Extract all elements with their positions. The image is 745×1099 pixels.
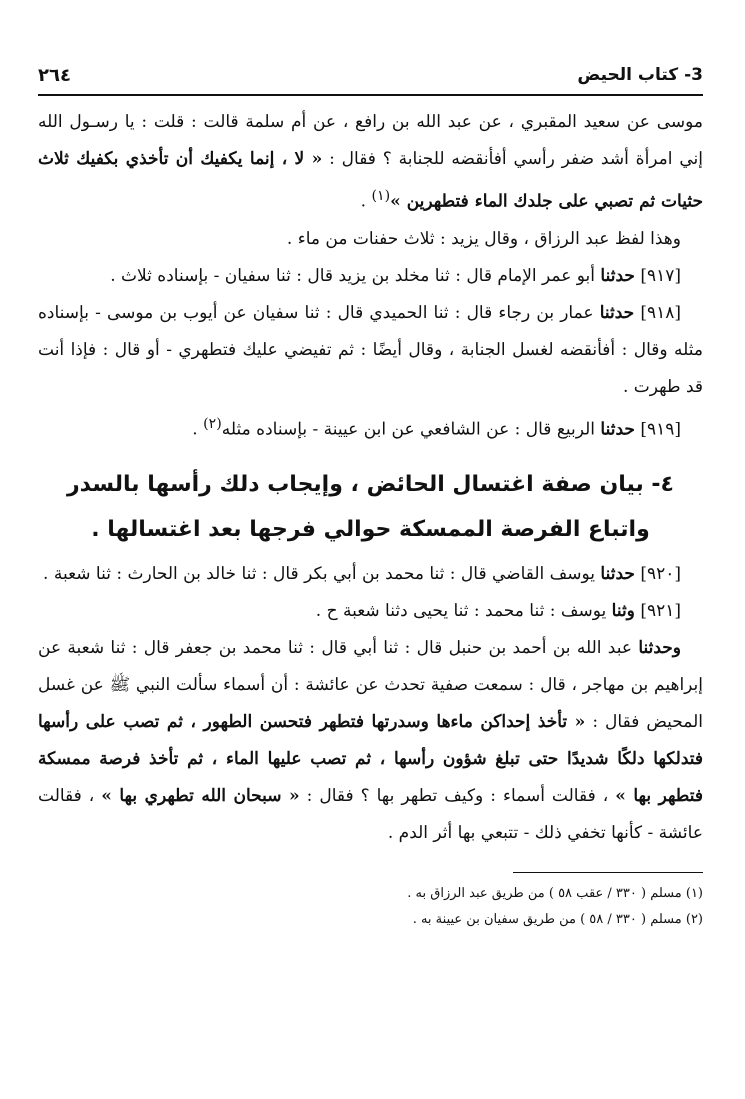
- text: عمار بن رجاء قال : ثنا الحميدي قال : ثنا سفيان عن أيوب بن موسى - بإسناده مثله وقال : أفأنقضه لغسل الجنابة ، وقال أيضًا : ثم تفيضي عليك فتطهري - أو قال : فإذا أنت قد طهرت .: [38, 302, 703, 397]
- text: عبد الله بن أحمد بن حنبل قال : ثنا أبي قال : ثنا محمد بن جعفر قال : ثنا شعبة عن إبراهيم بن مهاجر ، قال : سمعت صفية تحدث عن عائشة : أن أسماء سألت النبي ﷺ عن غسل المحيض فقال :: [38, 638, 703, 733]
- text: أبو عمر الإمام قال : ثنا مخلد بن يزيد قال : ثنا سفيان - بإسناده ثلاث .: [110, 265, 601, 286]
- hadith-920: [38, 556, 703, 593]
- hadith-918: [38, 295, 703, 406]
- text: ، فقالت عائشة - كأنها تخفي ذلك - تتبعي بها أثر الدم .: [38, 786, 703, 844]
- section-heading: [38, 462, 703, 552]
- text: الربيع قال : عن الشافعي عن ابن عيينة - بإسناده مثله: [221, 419, 601, 440]
- text: يوسف القاضي قال : ثنا محمد بن أبي بكر قال : ثنا خالد بن الحارث : ثنا شعبة .: [43, 564, 601, 585]
- running-header: [38, 58, 703, 92]
- heading-line-2: واتباع الفرصة الممسكة حوالي فرجها بعد اغتسالها .: [91, 517, 650, 543]
- narration-lead: حدثنا: [600, 419, 635, 440]
- footnote-ref: (٢): [203, 415, 222, 432]
- narration-lead: حدثنا: [600, 265, 635, 286]
- page-number: ٢٦٤: [38, 64, 71, 86]
- text: .: [192, 419, 204, 440]
- hadith-919: [38, 406, 703, 449]
- narration-lead: وحدثنا: [638, 638, 681, 659]
- header-rule: [38, 94, 703, 96]
- narration-lead: حدثنا: [600, 564, 635, 585]
- footnote-ref: (١): [371, 188, 391, 204]
- hadith-number: [٩٢٠]: [640, 564, 681, 585]
- hadith-quote: « سبحان الله تطهري بها »: [101, 786, 300, 807]
- heading-line-1: ٤- بيان صفة اغتسال الحائض ، وإيجاب دلك رأسها بالسدر: [67, 472, 674, 498]
- text: ، فقالت أسماء : وكيف تطهر بها ؟ فقال :: [299, 786, 616, 807]
- text: يوسف : ثنا محمد : ثنا يحيى دثنا شعبة ح .: [315, 601, 612, 622]
- hadith-917: [38, 258, 703, 295]
- hadith-quote: « لا ، إنما يكفيك أن تأخذي بكفيك ثلاث حثيات ثم تصبي على جلدك الماء فتطهرين »: [38, 149, 703, 212]
- paragraph-note: وهذا لفظ عبد الرزاق ، وقال يزيد : ثلاث حفنات من ماء .: [286, 228, 681, 249]
- footnote-2: (٢) مسلم ( ٣٣٠ / ٥٨ ) من طريق سفيان بن عيينة به .: [412, 912, 703, 928]
- hadith-number: [٩١٨]: [640, 302, 681, 323]
- text: موسى عن سعيد المقبري ، عن عبد الله بن رافع ، عن أم سلمة قالت : قلت : يا رسـول الله إني امرأة أشد ضفر رأسي أفأنقضه للجنابة ؟ فقال :: [38, 112, 703, 169]
- hadith-chain: [38, 630, 703, 852]
- text: .: [360, 191, 372, 212]
- paragraph-continuation: [38, 104, 703, 221]
- footnote-1: (١) مسلم ( ٣٣٠ / عقب ٥٨ ) من طريق عبد الرزاق به .: [407, 886, 703, 902]
- book-page: [38, 58, 703, 933]
- footnote-divider: [513, 872, 703, 873]
- chapter-title: 3- كتاب الحيض: [577, 65, 703, 85]
- narration-lead: وثنا: [611, 601, 635, 622]
- hadith-number: [٩١٧]: [640, 265, 681, 286]
- narration-lead: حدثنا: [599, 302, 635, 323]
- hadith-number: [٩٢١]: [640, 601, 681, 622]
- hadith-number: [٩١٩]: [640, 419, 681, 440]
- hadith-921: [38, 593, 703, 630]
- hadith-quote: « تأخذ إحداكن ماءها وسدرتها فتطهر فتحسن الطهور ، ثم تصب على رأسها فتدلكها دلكًا شديدًا حتى تبلغ شؤون رأسها ، ثم تصب عليها الماء ، ثم تأخذ فرصة ممسكة فتطهر بها »: [38, 712, 703, 807]
